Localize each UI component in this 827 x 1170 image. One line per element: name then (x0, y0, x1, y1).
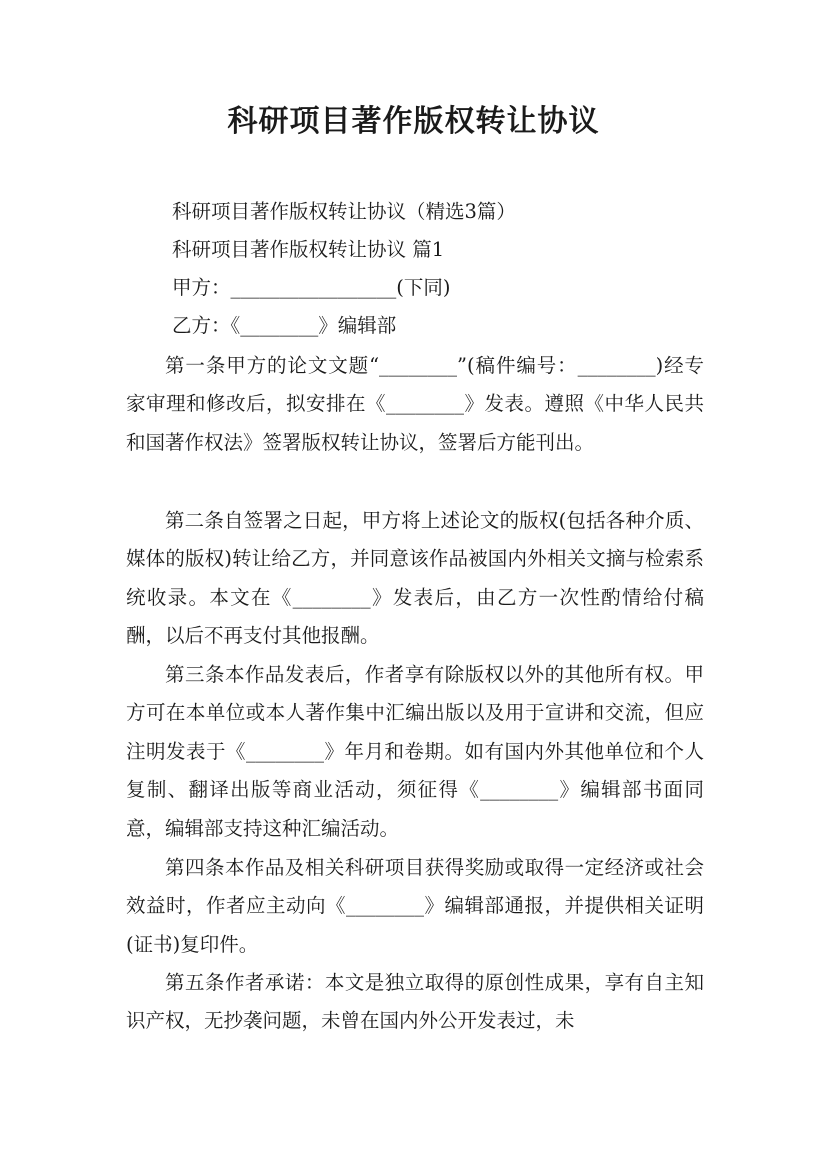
article-4: 第四条本作品及相关科研项目获得奖励或取得一定经济或社会效益时，作者应主动向《________》编辑部通报，并提供相关证明(证书)复印件。 (126, 856, 704, 956)
article-3: 第三条本作品发表后，作者享有除版权以外的其他所有权。甲方可在本单位或本人著作集中汇编出版以及用于宣讲和交流，但应注明发表于《________》年月和卷期。如有国内外其他单位和个人复制、翻译出版等商业活动，须征得《________》编辑部书面同意，编辑部支持这种汇编活动。 (126, 663, 704, 840)
article-1: 第一条甲方的论文文题“________”(稿件编号：________)经专家审理和修改后，拟安排在《________》发表。遵照《中华人民共和国著作权法》签署版权转让协议，签署后方能刊出。 (126, 354, 704, 454)
party-a-line: 甲方：_________________(下同) (172, 276, 451, 299)
section-heading: 科研项目著作版权转让协议 篇1 (172, 238, 445, 261)
article-5: 第五条作者承诺：本文是独立取得的原创性成果，享有自主知识产权，无抄袭问题，未曾在国内外公开发表过，未 (126, 971, 704, 1033)
article-2: 第二条自签署之日起，甲方将上述论文的版权(包括各种介质、媒体的版权)转让给乙方，并同意该作品被国内外相关文摘与检索系统收录。本文在《________》发表后，由乙方一次性酌情给付稿酬，以后不再支付其他报酬。 (126, 509, 704, 648)
party-b-line: 乙方：《________》编辑部 (172, 314, 397, 337)
document-title: 科研项目著作版权转让协议 (227, 104, 600, 139)
document-subtitle: 科研项目著作版权转让协议（精选3篇） (172, 200, 516, 223)
